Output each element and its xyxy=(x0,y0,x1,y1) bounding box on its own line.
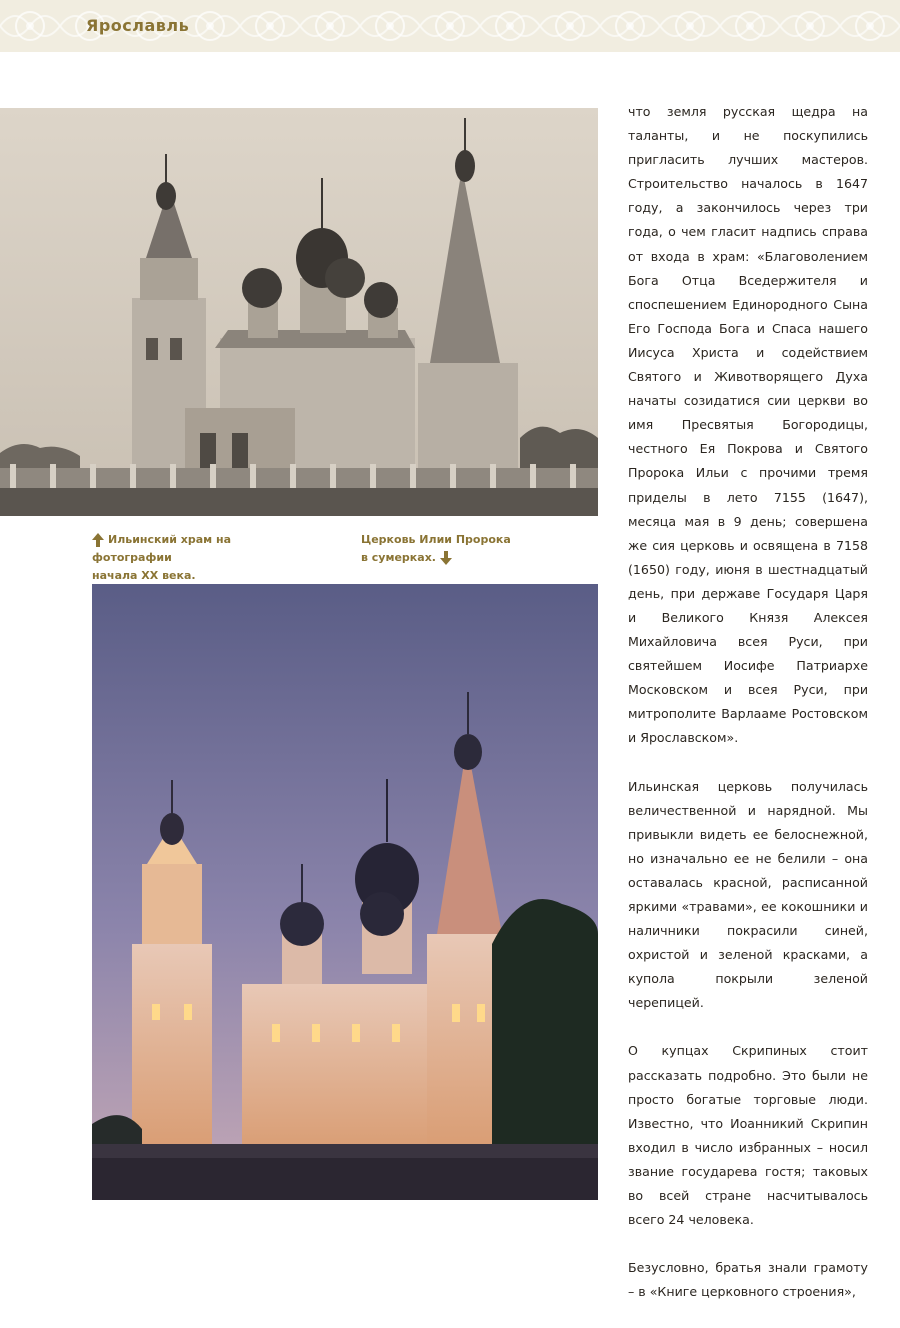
page-header xyxy=(0,0,900,52)
twilight-photo-image xyxy=(92,584,598,1200)
caption-bottom-photo xyxy=(361,531,541,567)
caption-bottom-line2: в сумерках. xyxy=(361,551,436,564)
section-title: Ярославль xyxy=(86,16,190,35)
caption-bottom-line1: Церковь Илии Пророка xyxy=(361,533,511,546)
arrow-down-icon xyxy=(440,551,452,565)
paragraph-1: что земля русская щедра на таланты, и не поскупились пригласить лучших мастеров. Строительство началось в 1647 году, а закончилось через три года, о чем гласит надпись справа от входа в храм: «Благоволением Бога Отца Вседержителя и споспешением Единородного Сына Его Господа Бога и Спаса нашего Иисуса Христа и содействием Святого и Животворящего Духа начаты созидатися сии церкви во имя Пресвятыя Богородицы, честного Ея Покрова и Святого Пророка Ильи с прочими тремя приделы в лето 7155 (1647), месяца мая в 9 день; совершена же сия церковь и освящена в 7158 (1650) году, июня в шестнадцатый день, при державе Государя Царя и Великого Князя Алексея Михайловича всея Руси, при святейшем Иосифе Патриархе Московском и всея Руси, при митрополите Варлааме Ростовском и Ярославском». xyxy=(628,104,868,746)
article-text xyxy=(628,100,868,1328)
caption-top-line1: Ильинский храм на фотографии xyxy=(92,533,231,564)
arrow-up-icon xyxy=(92,533,104,547)
paragraph-4: Безусловно, братья знали грамоту – в «Книге церковного строения», xyxy=(628,1260,868,1300)
paragraph-2: Ильинская церковь получилась величественной и нарядной. Мы привыкли видеть ее белоснежной, но изначально ее не белили – она оставалась красной, расписанной яркими «травами», ее кокошники и наличники покрасили синей, охристой и зеленой красками, а купола покрыли зеленой черепицей. xyxy=(628,778,868,1011)
paragraph-3: О купцах Скрипиных стоит рассказать подробно. Это были не просто богатые торговые люди. Известно, что Иоанникий Скрипин входил в число избранных – носил звание государева гостя; таковых во всей стране насчитывалось всего 24 человека. xyxy=(628,1043,868,1228)
caption-top-photo xyxy=(92,531,312,585)
photo-historic-church xyxy=(0,108,598,516)
photo-twilight-church xyxy=(92,584,598,1200)
caption-top-line2: начала XX века. xyxy=(92,569,196,582)
historic-photo-image xyxy=(0,108,598,516)
